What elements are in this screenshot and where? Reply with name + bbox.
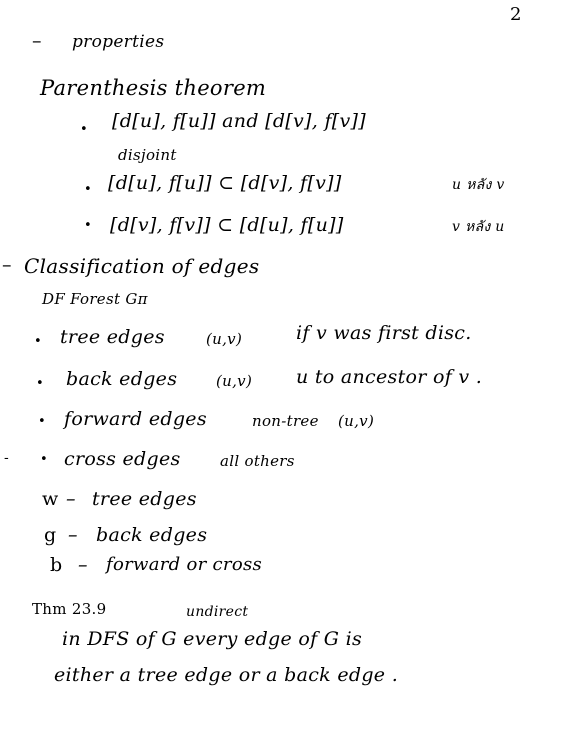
edge-type-name: forward edges [64,408,207,430]
properties-heading: properties [72,32,165,52]
edge-type-name: tree edges [60,326,165,348]
color-code-meaning: forward or cross [106,554,263,575]
color-code-meaning: tree edges [92,488,197,510]
dash-marker: – [78,554,88,576]
edge-type-pair: (u,v) [206,330,243,348]
edge-type-note: all others [220,452,295,470]
bullet-icon: • [38,414,46,429]
edge-type-note: (u,v) [338,412,375,430]
parenthesis-theorem-title: Parenthesis theorem [40,76,267,100]
dash-marker: – [2,254,12,276]
parenthesis-item-disjoint-label: disjoint [118,146,177,164]
edge-type-pair: (u,v) [216,372,253,390]
parenthesis-item-u-in-v-note: u หลัง v [452,177,505,193]
theorem-line-2: either a tree edge or a back edge . [54,664,399,686]
theorem-qualifier: undirect [186,604,249,620]
color-code-meaning: back edges [96,524,208,546]
edge-type-note: u to ancestor of v . [296,366,483,388]
parenthesis-item-v-in-u: [d[v], f[v]] ⊂ [d[u], f[u]] [110,214,344,236]
classification-title: Classification of edges [24,254,260,278]
dash-marker: – [66,488,76,510]
df-forest-label: DF Forest Gπ [42,290,148,308]
page-number: 2 [510,4,522,25]
bullet-icon: • [40,452,48,467]
dash-marker: – [32,30,42,52]
bullet-icon: • [84,218,92,233]
bullet-icon: • [80,122,88,137]
color-code: w [42,488,59,510]
color-code: b [50,554,63,576]
bullet-icon: • [34,334,42,349]
edge-type-pair: non-tree [252,412,319,430]
parenthesis-item-disjoint: [d[u], f[u]] and [d[v], f[v]] [112,110,366,132]
dash-marker: - [4,450,9,466]
bullet-icon: • [36,376,44,391]
theorem-label: Thm 23.9 [32,600,107,618]
dash-marker: – [68,524,78,546]
parenthesis-item-v-in-u-note: v หลัง u [452,219,505,235]
edge-type-name: cross edges [64,448,181,470]
edge-type-note: if v was first disc. [296,322,472,344]
bullet-icon: • [84,182,92,197]
theorem-line-1: in DFS of G every edge of G is [62,628,363,650]
color-code: g [44,524,57,546]
parenthesis-item-u-in-v: [d[u], f[u]] ⊂ [d[v], f[v]] [108,172,342,194]
edge-type-name: back edges [66,368,178,390]
